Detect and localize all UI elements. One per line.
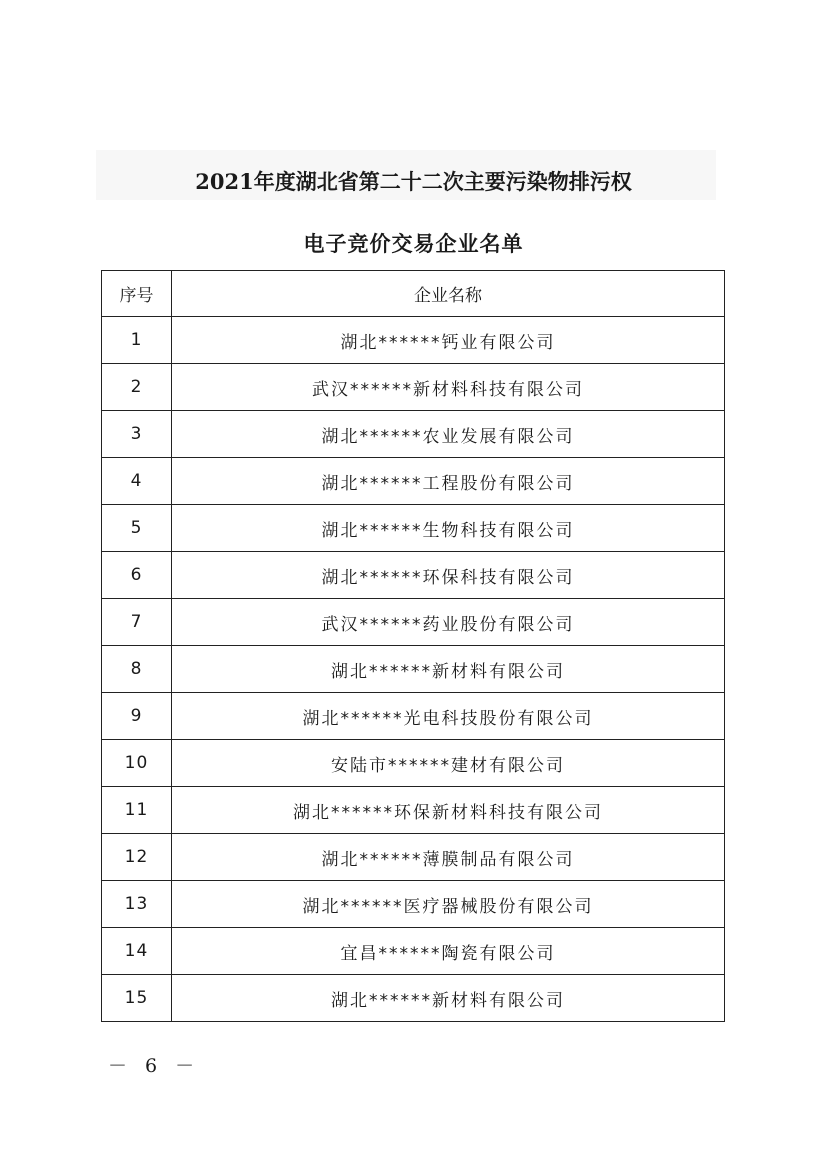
row-company-name: 湖北******薄膜制品有限公司 [172,834,725,881]
row-company-name: 武汉******药业股份有限公司 [172,599,725,646]
row-company-name: 湖北******医疗器械股份有限公司 [172,881,725,928]
table-row [102,599,725,646]
row-index: 2 [102,364,172,411]
page-number: － 6 － [108,1055,201,1077]
row-company-name: 湖北******新材料有限公司 [172,646,725,693]
table-row [102,740,725,787]
row-company-name: 武汉******新材料科技有限公司 [172,364,725,411]
row-index: 15 [102,975,172,1022]
row-index: 6 [102,552,172,599]
table-row [102,693,725,740]
row-index: 4 [102,458,172,505]
table-row [102,787,725,834]
row-index: 11 [102,787,172,834]
row-index: 8 [102,646,172,693]
table-row [102,928,725,975]
row-index: 10 [102,740,172,787]
row-company-name: 湖北******光电科技股份有限公司 [172,693,725,740]
row-company-name: 安陆市******建材有限公司 [172,740,725,787]
table-row [102,458,725,505]
table-row [102,364,725,411]
row-company-name: 宜昌******陶瓷有限公司 [172,928,725,975]
row-index: 12 [102,834,172,881]
document-title-line2: 电子竞价交易企业名单 [303,231,524,256]
row-company-name: 湖北******生物科技有限公司 [172,505,725,552]
row-company-name: 湖北******钙业有限公司 [172,317,725,364]
row-company-name: 湖北******农业发展有限公司 [172,411,725,458]
table-row [102,834,725,881]
row-index: 9 [102,693,172,740]
enterprise-list-table [101,270,725,1022]
table-row [102,552,725,599]
table-header-row [102,271,725,317]
row-index: 1 [102,317,172,364]
document-title-line1: 2021年度湖北省第二十二次主要污染物排污权 [195,169,632,194]
table-row [102,975,725,1022]
header-index: 序号 [102,271,172,317]
table-row [102,881,725,928]
row-index: 14 [102,928,172,975]
row-index: 7 [102,599,172,646]
table-row [102,646,725,693]
table-row [102,317,725,364]
header-name: 企业名称 [172,271,725,317]
row-company-name: 湖北******新材料有限公司 [172,975,725,1022]
row-index: 3 [102,411,172,458]
row-company-name: 湖北******环保科技有限公司 [172,552,725,599]
row-index: 13 [102,881,172,928]
table-row [102,505,725,552]
row-company-name: 湖北******工程股份有限公司 [172,458,725,505]
table-row [102,411,725,458]
row-company-name: 湖北******环保新材料科技有限公司 [172,787,725,834]
row-index: 5 [102,505,172,552]
